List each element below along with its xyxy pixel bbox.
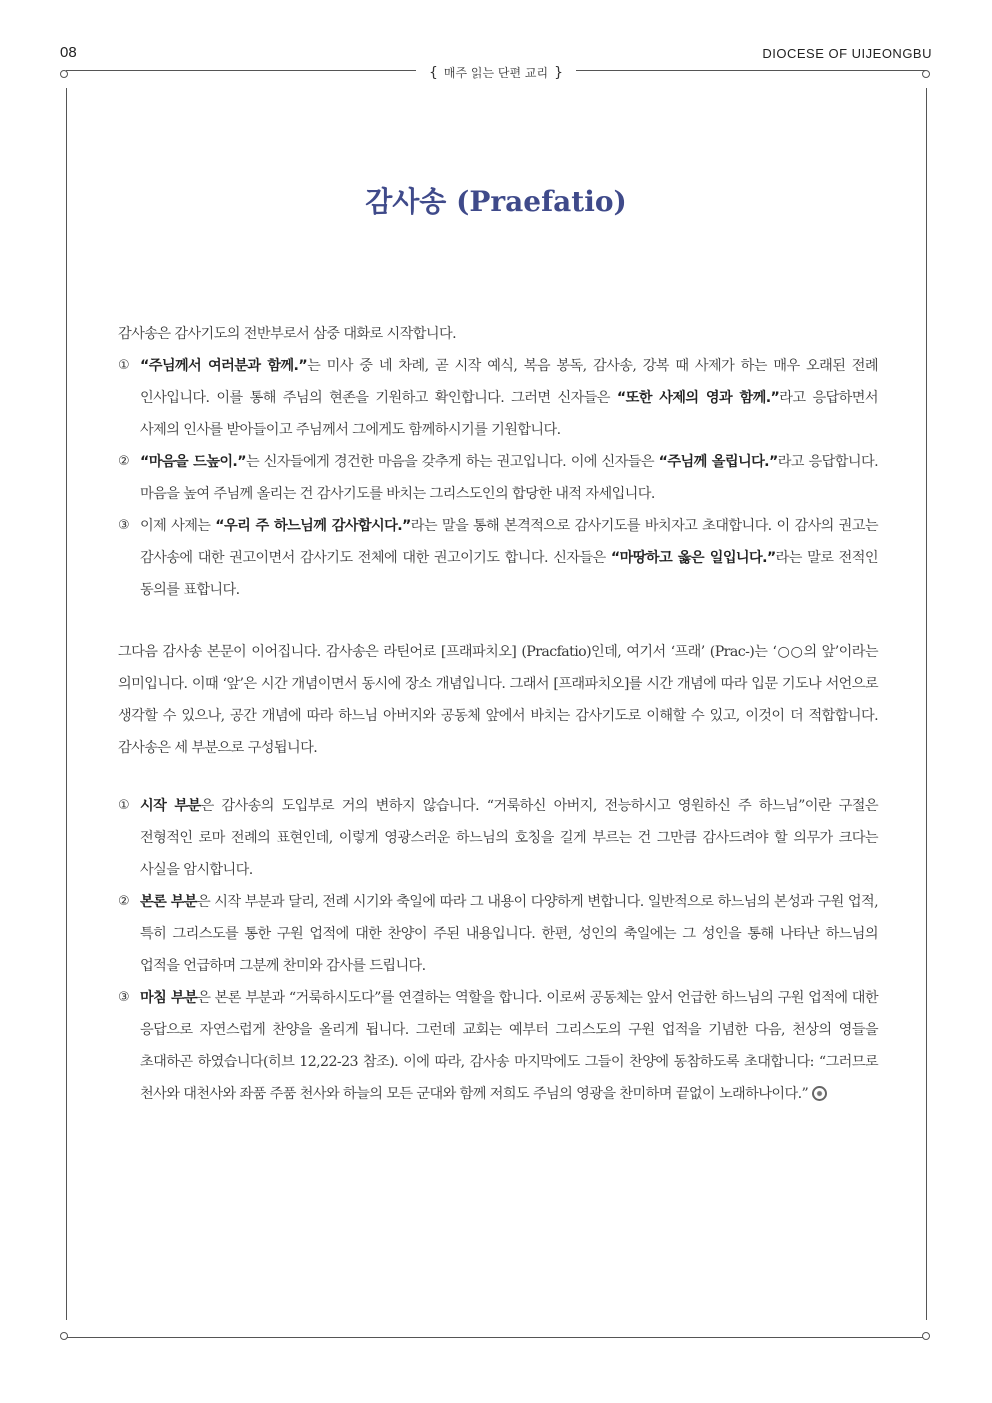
numbered-item (118, 510, 878, 606)
text-run: 라고 응답합니다. 마음을 높여 주님께 올리는 건 감사기도를 바치는 그리스도인의 합당한 내적 자세입니다. (140, 454, 878, 502)
item-number: ② (118, 454, 130, 469)
end-mark-icon (812, 1086, 827, 1101)
item-text (140, 886, 878, 982)
item-text (140, 982, 878, 1110)
article-body (118, 318, 878, 1110)
item-text (140, 790, 878, 886)
item-number: ① (118, 798, 130, 813)
highlighted-phrase: 본론 부분 (140, 894, 198, 910)
left-brace: { (428, 65, 438, 81)
item-number: ③ (118, 990, 130, 1005)
highlighted-phrase: “주님께서 여러분과 함께.” (140, 358, 308, 374)
frame-left (66, 88, 67, 1320)
intro-paragraph: 감사송은 감사기도의 전반부로서 삼중 대화로 시작합니다. (118, 326, 456, 342)
numbered-item (118, 446, 878, 510)
highlighted-phrase: “또한 사제의 영과 함께.” (616, 390, 780, 406)
text-run: 이제 사제는 (140, 518, 216, 534)
numbered-item (118, 350, 878, 446)
text-run: 은 시작 부분과 달리, 전례 시기와 축일에 따라 그 내용이 다양하게 변합니다. 일반적으로 하느님의 본성과 구원 업적, 특히 그리스도를 통한 구원 업적에 대한 찬양이 주된 내용입니다. 한편, 성인의 축일에는 그 성인을 통해 나타난 하느님의 업적을 언급하며 그분께 찬미와 감사를 드립니다. (140, 894, 878, 974)
item-number: ② (118, 894, 130, 909)
explanation-paragraph: 그다음 감사송 본문이 이어집니다. 감사송은 라틴어로 [프래파치오] (Pracfatio)인데, 여기서 ‘프래’ (Prac-)는 ‘○○의 앞’이라는 의미입니다. 이때 ‘앞’은 시간 개념이면서 동시에 장소 개념입니다. 그래서 [프래파치오]를 시간 개념에 따라 입문 기도나 서언으로 생각할 수 있으나, 공간 개념에 따라 하느님 아버지와 공동체 앞에서 바치는 감사기도로 이해할 수 있고, 이것이 더 적합합니다. 감사송은 세 부분으로 구성됩니다. (118, 644, 878, 756)
highlighted-phrase: “마땅하고 옳은 일입니다.” (610, 550, 776, 566)
corner-ornament (60, 1332, 68, 1340)
highlighted-phrase: 마침 부분 (140, 990, 198, 1006)
spacer (118, 764, 878, 790)
numbered-item (118, 790, 878, 886)
right-brace: } (554, 65, 564, 81)
text-run: 라고 응답하면서 사제의 인사를 받아들이고 주님께서 그에게도 함께하시기를 기원합니다. (140, 390, 878, 438)
dialogue-list (118, 350, 878, 606)
footer-rule (66, 1337, 926, 1338)
highlighted-phrase: “주님께 올립니다.” (658, 454, 778, 470)
structure-list (118, 790, 878, 1110)
series-title-text: 매주 읽는 단편 교리 (443, 66, 549, 80)
page-number: 08 (60, 44, 77, 61)
text-run: 은 감사송의 도입부로 거의 변하지 않습니다. “거룩하신 아버지, 전능하시고 영원하신 주 하느님”이란 구절은 전형적인 로마 전례의 표현인데, 이렇게 영광스러운 하느님의 호칭을 길게 부르는 건 그만큼 감사드려야 할 의무가 크다는 사실을 암시합니다. (140, 798, 878, 878)
item-number: ① (118, 358, 130, 373)
highlighted-phrase: “마음을 드높이.” (140, 454, 246, 470)
item-text (140, 350, 878, 446)
text-run: 은 본론 부분과 “거룩하시도다”를 연결하는 역할을 합니다. 이로써 공동체는 앞서 언급한 하느님의 구원 업적에 대한 응답으로 자연스럽게 찬양을 올리게 됩니다. 그런데 교회는 예부터 그리스도의 구원 업적을 기념한 다음, 천상의 영들을 초대하곤 하였습니다(히브 12,22-23 참조). 이에 따라, 감사송 마지막에도 그들이 찬양에 동참하도록 초대합니다: “그러므로 천사와 대천사와 좌품 주품 천사와 하늘의 모든 군대와 함께 저희도 주님의 영광을 찬미하며 끝없이 노래하나이다.” (140, 990, 879, 1102)
frame-right (926, 88, 927, 1320)
numbered-item (118, 982, 878, 1110)
highlighted-phrase: “우리 주 하느님께 감사합시다.” (215, 518, 411, 534)
corner-ornament (922, 1332, 930, 1340)
diocese-name: DIOCESE OF UIJEONGBU (762, 46, 932, 61)
spacer (118, 606, 878, 636)
series-title (0, 64, 992, 81)
highlighted-phrase: 시작 부분 (140, 798, 201, 814)
item-text (140, 510, 878, 606)
item-number: ③ (118, 518, 130, 533)
page-title: 감사송 (Praefatio) (365, 185, 627, 218)
text-run: 라는 말로 전적인 동의를 표합니다. (140, 550, 878, 598)
text-run: 는 신자들에게 경건한 마음을 갖추게 하는 권고입니다. 이에 신자들은 (245, 454, 659, 470)
text-run: 는 미사 중 네 차례, 곧 시작 예식, 복음 봉독, 감사송, 강복 때 사제가 하는 매우 오래된 전례 인사입니다. 이를 통해 주님의 현존을 기원하고 확인합니다. 그러면 신자들은 (140, 358, 878, 406)
text-run: 라는 말을 통해 본격적으로 감사기도를 바치자고 초대합니다. 이 감사의 권고는 감사송에 대한 권고이면서 감사기도 전체에 대한 권고이기도 합니다. 신자들은 (140, 518, 878, 566)
numbered-item (118, 886, 878, 982)
item-text (140, 446, 878, 510)
